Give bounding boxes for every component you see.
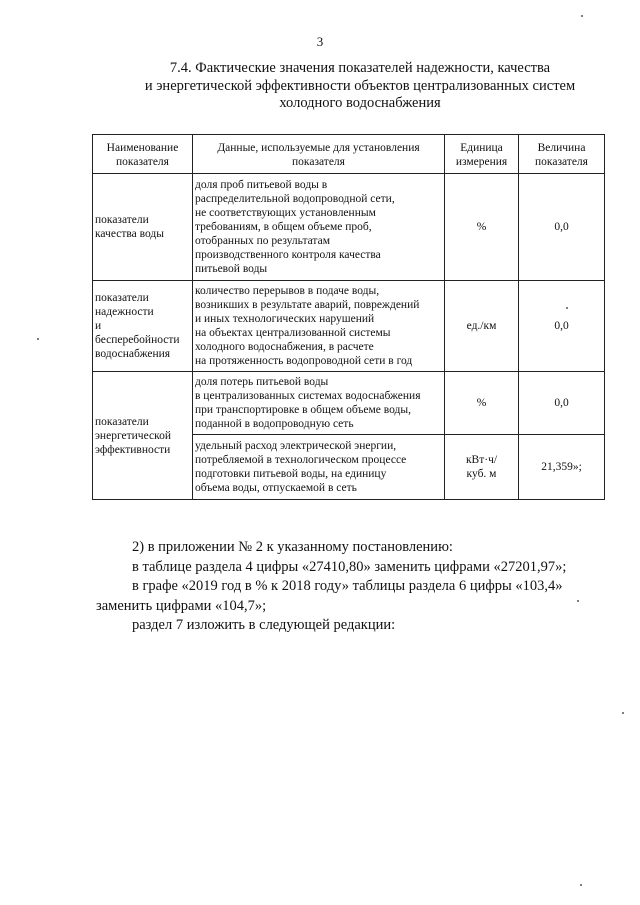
indicator-value: 0,0 bbox=[519, 174, 605, 281]
indicator-value: 21,359»; bbox=[519, 435, 605, 500]
indicator-data: удельный расход электрической энергии, потребляемой в технологическом процессе подготовки питьевой воды, на единицу объема воды, отпускаемой в сеть bbox=[193, 435, 445, 500]
indicators-table bbox=[92, 134, 605, 500]
scan-speck bbox=[37, 338, 39, 340]
indicator-data: доля проб питьевой воды в распределительной водопроводной сети, не соответствующих установленным требованиям, в общем объеме проб, отобранных по результатам производственного контроля качества питьевой воды bbox=[193, 174, 445, 281]
section-title-line: и энергетической эффективности объектов централизованных систем bbox=[144, 77, 576, 94]
indicator-name: показатели энергетической эффективности bbox=[93, 372, 193, 500]
header-data: Данные, используемые для установления показателя bbox=[193, 135, 445, 174]
table-header-row bbox=[93, 135, 605, 174]
indicator-data: количество перерывов в подаче воды, возникших в результате аварий, повреждений и иных технологических нарушений на объектах централизованной системы холодного водоснабжения, в расчете на протяженность водопроводной сети в год bbox=[193, 281, 445, 372]
amendments-text bbox=[96, 538, 616, 636]
section-title-line: 7.4. Фактические значения показателей надежности, качества bbox=[169, 60, 551, 76]
page-number: 3 bbox=[316, 34, 324, 49]
indicator-value: 0,0 bbox=[519, 281, 605, 372]
table-row bbox=[93, 174, 605, 281]
header-value: Величина показателя bbox=[519, 135, 605, 174]
section-title bbox=[120, 60, 600, 113]
amendment-line: в графе «2019 год в % к 2018 году» таблицы раздела 6 цифры «103,4» bbox=[132, 578, 563, 594]
scan-speck bbox=[581, 15, 583, 17]
amendment-line: в таблице раздела 4 цифры «27410,80» заменить цифрами «27201,97»; bbox=[132, 558, 567, 575]
scan-speck bbox=[622, 712, 624, 714]
table-row bbox=[93, 372, 605, 435]
amendment-line: раздел 7 изложить в следующей редакции: bbox=[132, 617, 396, 633]
indicator-unit: % bbox=[445, 372, 519, 435]
indicator-data: доля потерь питьевой воды в централизованных системах водоснабжения при транспортировке в общем объеме воды, поданной в водопроводную сеть bbox=[193, 372, 445, 435]
scan-speck bbox=[566, 307, 568, 309]
scan-speck bbox=[580, 884, 582, 886]
header-name: Наименование показателя bbox=[93, 135, 193, 174]
table-row bbox=[93, 281, 605, 372]
indicator-unit: % bbox=[445, 174, 519, 281]
header-unit: Единица измерения bbox=[445, 135, 519, 174]
indicator-name: показатели надежности и бесперебойности водоснабжения bbox=[93, 281, 193, 372]
indicator-unit: кВт·ч/ куб. м bbox=[445, 435, 519, 500]
amendment-line: заменить цифрами «104,7»; bbox=[96, 597, 267, 614]
scan-speck bbox=[577, 600, 579, 602]
indicator-value: 0,0 bbox=[519, 372, 605, 435]
indicator-unit: ед./км bbox=[445, 281, 519, 372]
section-title-line: холодного водоснабжения bbox=[279, 95, 441, 111]
amendment-item: 2) в приложении № 2 к указанному постановлению: bbox=[132, 539, 453, 555]
indicator-name: показатели качества воды bbox=[93, 174, 193, 281]
